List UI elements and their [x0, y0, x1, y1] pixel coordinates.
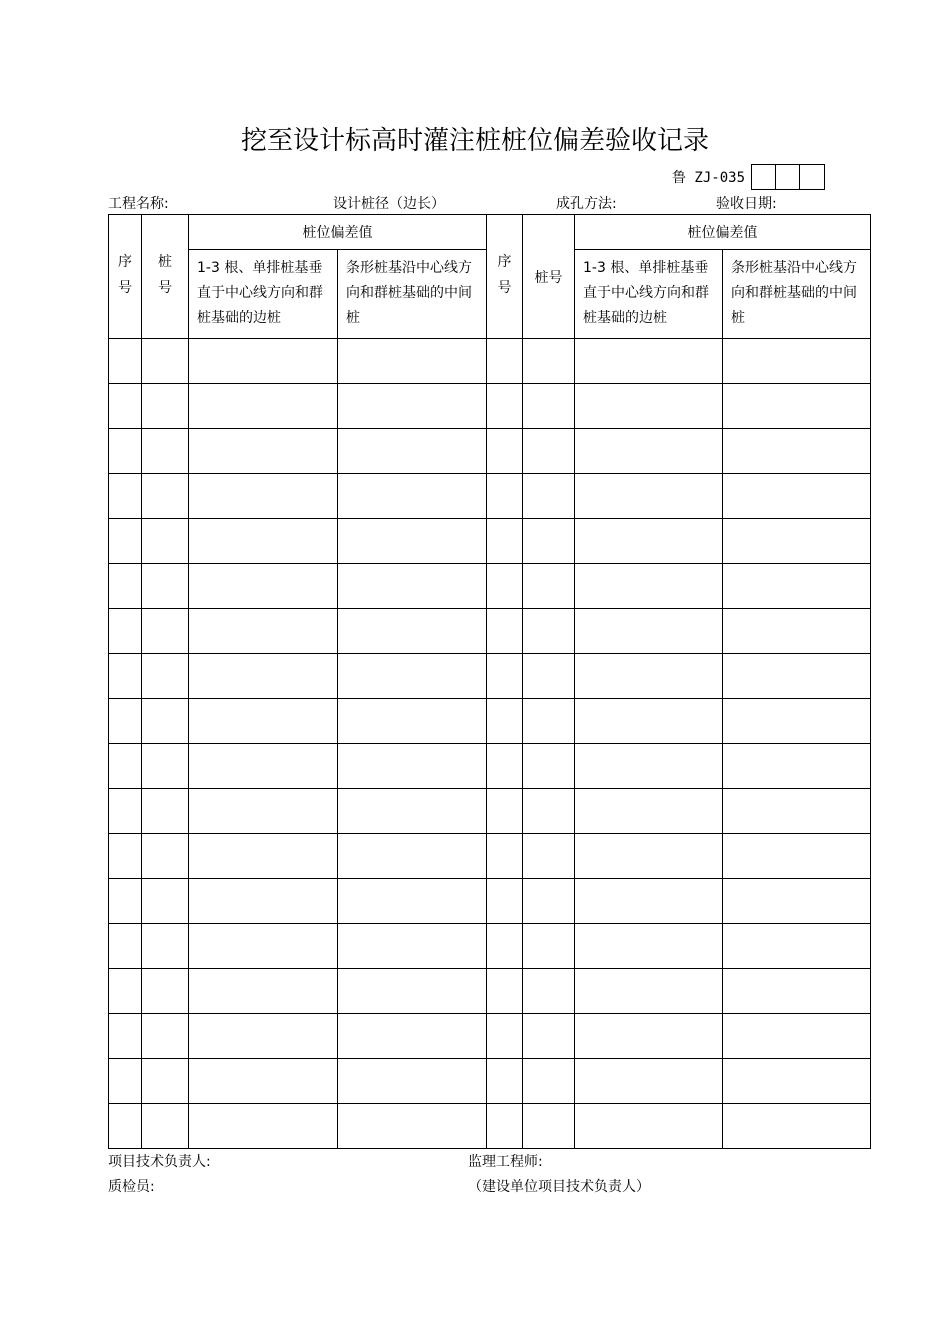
table-cell[interactable]: [109, 339, 142, 384]
table-cell[interactable]: [142, 744, 189, 789]
table-cell[interactable]: [338, 654, 487, 699]
table-cell[interactable]: [338, 339, 487, 384]
table-cell[interactable]: [523, 564, 575, 609]
table-cell[interactable]: [487, 564, 523, 609]
table-row: [109, 879, 871, 924]
table-cell[interactable]: [142, 834, 189, 879]
table-cell[interactable]: [189, 1104, 338, 1149]
table-cell[interactable]: [142, 609, 189, 654]
table-cell[interactable]: [109, 609, 142, 654]
table-cell[interactable]: [723, 699, 871, 744]
table-cell[interactable]: [338, 519, 487, 564]
table-cell[interactable]: [142, 474, 189, 519]
table-cell[interactable]: [142, 969, 189, 1014]
form-code-box[interactable]: [800, 165, 824, 189]
table-row: [109, 789, 871, 834]
table-cell[interactable]: [523, 699, 575, 744]
table-cell[interactable]: [109, 1059, 142, 1104]
form-code-label: 鲁 ZJ-035: [672, 170, 746, 186]
table-cell[interactable]: [142, 699, 189, 744]
table-cell[interactable]: [723, 564, 871, 609]
table-cell[interactable]: [189, 384, 338, 429]
table-cell[interactable]: [487, 744, 523, 789]
table-cell[interactable]: [109, 474, 142, 519]
table-cell[interactable]: [109, 519, 142, 564]
table-row: [109, 1059, 871, 1104]
table-cell[interactable]: [189, 699, 338, 744]
pile-number-header: 桩 号: [142, 215, 189, 339]
deviation-header-right: 桩位偏差值: [575, 215, 871, 250]
table-row: [109, 834, 871, 879]
table-cell[interactable]: [487, 519, 523, 564]
table-cell[interactable]: [189, 789, 338, 834]
table-cell[interactable]: [723, 384, 871, 429]
table-cell[interactable]: [338, 699, 487, 744]
owner-lead-label: （建设单位项目技术负责人）: [468, 1179, 650, 1195]
form-code-row: [672, 165, 825, 189]
table-cell[interactable]: [575, 384, 723, 429]
tech-lead-label: 项目技术负责人:: [108, 1154, 211, 1170]
table-cell[interactable]: [142, 1059, 189, 1104]
table-cell[interactable]: [189, 1014, 338, 1059]
table-cell[interactable]: [189, 519, 338, 564]
page-title: 挖至设计标高时灌注桩桩位偏差验收记录: [240, 126, 709, 156]
table-cell[interactable]: [523, 969, 575, 1014]
table-cell[interactable]: [487, 789, 523, 834]
table-cell[interactable]: [575, 1059, 723, 1104]
table-cell[interactable]: [189, 834, 338, 879]
table-cell[interactable]: [575, 879, 723, 924]
table-cell[interactable]: [189, 654, 338, 699]
table-cell[interactable]: [487, 384, 523, 429]
table-cell[interactable]: [189, 924, 338, 969]
table-cell[interactable]: [723, 1104, 871, 1149]
table-cell[interactable]: [142, 1014, 189, 1059]
table-cell[interactable]: [189, 609, 338, 654]
design-diameter-label: 设计桩径（边长）: [333, 196, 445, 212]
table-cell[interactable]: [723, 609, 871, 654]
table-cell[interactable]: [575, 969, 723, 1014]
table-cell[interactable]: [575, 924, 723, 969]
table-cell[interactable]: [575, 1014, 723, 1059]
table-cell[interactable]: [723, 924, 871, 969]
table-cell[interactable]: [338, 834, 487, 879]
table-cell[interactable]: [723, 1059, 871, 1104]
table-cell[interactable]: [487, 834, 523, 879]
table-cell[interactable]: [109, 834, 142, 879]
table-cell[interactable]: [487, 879, 523, 924]
table-cell[interactable]: [338, 564, 487, 609]
table-cell[interactable]: [142, 339, 189, 384]
table-row: [109, 429, 871, 474]
form-code-box[interactable]: [776, 165, 800, 189]
table-row: [109, 924, 871, 969]
table-cell[interactable]: [338, 429, 487, 474]
table-cell[interactable]: [338, 969, 487, 1014]
table-cell[interactable]: [109, 654, 142, 699]
table-cell[interactable]: [189, 969, 338, 1014]
table-cell[interactable]: [523, 744, 575, 789]
table-cell[interactable]: [723, 744, 871, 789]
table-cell[interactable]: [723, 1014, 871, 1059]
table-cell[interactable]: [575, 789, 723, 834]
table-cell[interactable]: [189, 564, 338, 609]
inspector-label: 质检员:: [108, 1179, 155, 1195]
table-cell[interactable]: [575, 834, 723, 879]
table-cell[interactable]: [109, 744, 142, 789]
table-cell[interactable]: [487, 1059, 523, 1104]
table-cell[interactable]: [142, 924, 189, 969]
table-row: [109, 564, 871, 609]
project-name-label: 工程名称:: [108, 196, 169, 212]
table-cell[interactable]: [575, 1104, 723, 1149]
deviation-table: [108, 214, 871, 1149]
table-cell[interactable]: [338, 789, 487, 834]
table-cell[interactable]: [109, 879, 142, 924]
table-cell[interactable]: [723, 519, 871, 564]
edge-pile-column-header: 1-3 根、单排桩基垂直于中心线方向和群桩基础的边桩: [189, 250, 338, 339]
seq-header-right: 序 号: [487, 215, 523, 339]
table-row: [109, 744, 871, 789]
table-cell[interactable]: [109, 924, 142, 969]
table-row: [109, 1014, 871, 1059]
table-cell[interactable]: [575, 474, 723, 519]
table-cell[interactable]: [523, 789, 575, 834]
table-cell[interactable]: [338, 1104, 487, 1149]
table-cell[interactable]: [142, 879, 189, 924]
table-cell[interactable]: [523, 429, 575, 474]
middle-pile-column-header-right: 条形桩基沿中心线方向和群桩基础的中间桩: [723, 250, 871, 339]
seq-header: 序 号: [109, 215, 142, 339]
table-cell[interactable]: [487, 654, 523, 699]
pile-number-header-right: 桩号: [523, 215, 575, 339]
table-row: [109, 609, 871, 654]
table-cell[interactable]: [487, 609, 523, 654]
table-cell[interactable]: [523, 609, 575, 654]
middle-pile-column-header: 条形桩基沿中心线方向和群桩基础的中间桩: [338, 250, 487, 339]
table-cell[interactable]: [487, 924, 523, 969]
table-cell[interactable]: [487, 969, 523, 1014]
table-cell[interactable]: [575, 744, 723, 789]
table-cell[interactable]: [523, 384, 575, 429]
table-cell[interactable]: [142, 384, 189, 429]
table-cell[interactable]: [338, 924, 487, 969]
table-cell[interactable]: [723, 879, 871, 924]
table-cell[interactable]: [575, 699, 723, 744]
table-cell[interactable]: [338, 744, 487, 789]
table-cell[interactable]: [575, 429, 723, 474]
table-cell[interactable]: [338, 609, 487, 654]
table-cell[interactable]: [523, 1059, 575, 1104]
table-cell[interactable]: [523, 519, 575, 564]
table-row: [109, 384, 871, 429]
acceptance-date-label: 验收日期:: [716, 196, 777, 212]
table-cell[interactable]: [575, 339, 723, 384]
table-cell[interactable]: [142, 1104, 189, 1149]
table-cell[interactable]: [338, 1059, 487, 1104]
table-cell[interactable]: [142, 564, 189, 609]
table-cell[interactable]: [109, 969, 142, 1014]
table-cell[interactable]: [338, 384, 487, 429]
table-cell[interactable]: [142, 789, 189, 834]
table-row: [109, 474, 871, 519]
table-cell[interactable]: [723, 789, 871, 834]
table-cell[interactable]: [338, 1014, 487, 1059]
table-cell[interactable]: [189, 474, 338, 519]
table-cell[interactable]: [109, 1104, 142, 1149]
table-row: [109, 519, 871, 564]
table-cell[interactable]: [575, 654, 723, 699]
table-cell[interactable]: [338, 879, 487, 924]
table-cell[interactable]: [487, 429, 523, 474]
supervisor-label: 监理工程师:: [468, 1154, 543, 1170]
table-row: [109, 1104, 871, 1149]
table-cell[interactable]: [723, 654, 871, 699]
table-cell[interactable]: [723, 474, 871, 519]
table-cell[interactable]: [189, 429, 338, 474]
table-cell[interactable]: [723, 969, 871, 1014]
table-cell[interactable]: [487, 1014, 523, 1059]
table-cell[interactable]: [523, 879, 575, 924]
table-cell[interactable]: [142, 519, 189, 564]
table-cell[interactable]: [523, 339, 575, 384]
table-cell[interactable]: [523, 474, 575, 519]
table-cell[interactable]: [109, 789, 142, 834]
table-cell[interactable]: [523, 654, 575, 699]
table-cell[interactable]: [723, 429, 871, 474]
table-cell[interactable]: [142, 654, 189, 699]
table-cell[interactable]: [487, 339, 523, 384]
table-cell[interactable]: [523, 1104, 575, 1149]
form-code-box[interactable]: [752, 165, 776, 189]
table-cell[interactable]: [109, 384, 142, 429]
edge-pile-column-header-right: 1-3 根、单排桩基垂直于中心线方向和群桩基础的边桩: [575, 250, 723, 339]
table-cell[interactable]: [523, 1014, 575, 1059]
table-cell[interactable]: [523, 834, 575, 879]
table-cell[interactable]: [523, 924, 575, 969]
table-cell[interactable]: [109, 429, 142, 474]
table-cell[interactable]: [723, 339, 871, 384]
table-cell[interactable]: [338, 474, 487, 519]
table-cell[interactable]: [575, 609, 723, 654]
table-cell[interactable]: [189, 1059, 338, 1104]
table-cell[interactable]: [189, 879, 338, 924]
table-row: [109, 654, 871, 699]
table-cell[interactable]: [189, 339, 338, 384]
table-cell[interactable]: [142, 429, 189, 474]
table-cell[interactable]: [109, 564, 142, 609]
deviation-header: 桩位偏差值: [189, 215, 487, 250]
table-row: [109, 969, 871, 1014]
form-code-boxes: [751, 164, 825, 190]
table-cell[interactable]: [189, 744, 338, 789]
table-cell[interactable]: [487, 699, 523, 744]
table-cell[interactable]: [575, 564, 723, 609]
table-cell[interactable]: [723, 834, 871, 879]
table-cell[interactable]: [109, 1014, 142, 1059]
table-cell[interactable]: [109, 699, 142, 744]
table-row: [109, 699, 871, 744]
table-cell[interactable]: [487, 1104, 523, 1149]
hole-method-label: 成孔方法:: [556, 196, 617, 212]
table-cell[interactable]: [575, 519, 723, 564]
table-cell[interactable]: [487, 474, 523, 519]
table-row: [109, 339, 871, 384]
